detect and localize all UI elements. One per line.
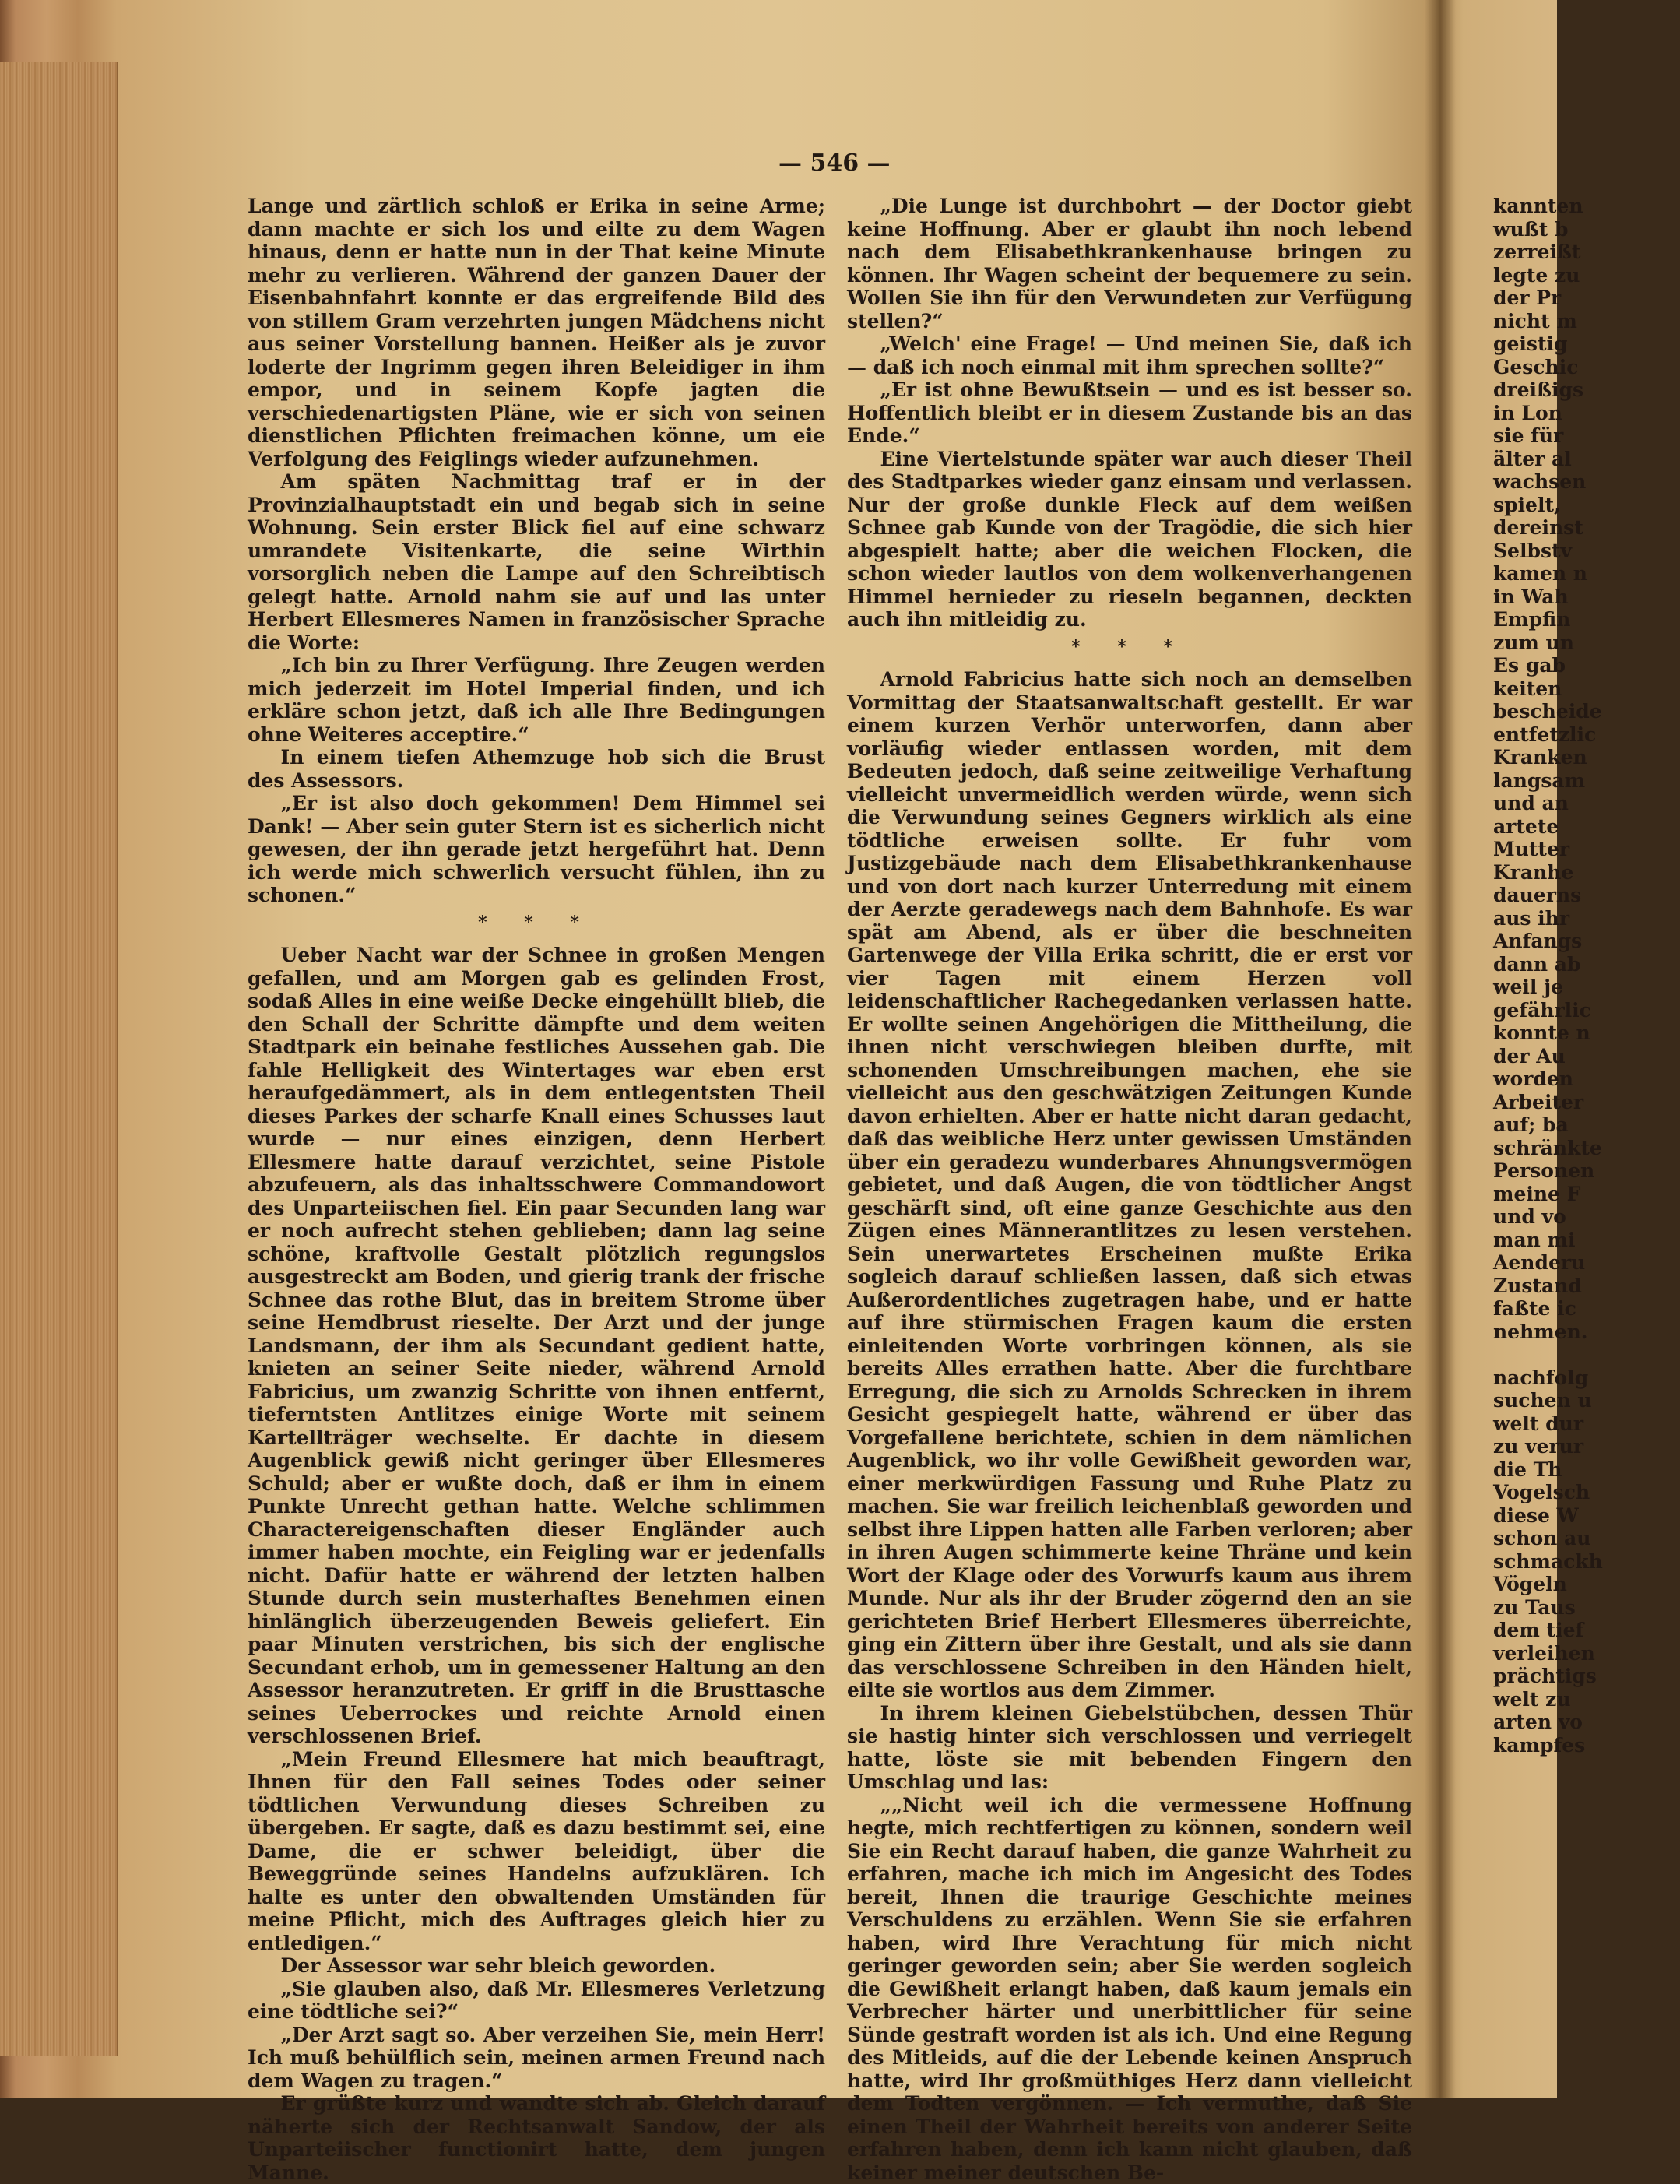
right-column-line	[1493, 1343, 1680, 1366]
right-column-line: kannten	[1493, 195, 1680, 218]
right-column-line: der Pr	[1493, 287, 1680, 310]
right-column-line: weil je	[1493, 976, 1680, 999]
right-column-line: Es gab	[1493, 654, 1680, 677]
paragraph: Lange und zärtlich schloß er Erika in seine Arme; dann machte er sich los und eilte zu dem Wagen hinaus, denn er hatte nun in der That keine Minute mehr zu verlieren. Während der ganzen Dauer der Eisenbahnfahrt konnte er das ergreifende Bild des von stillem Gram verzehrten jungen Mädchens nicht aus seiner Vorstellung bannen. Heißer als je zuvor loderte der Ingrimm gegen ihren Beleidiger in ihm empor, und in seinem Kopfe jagten die verschiedenartigsten Pläne, wie er sich von seinen dienstlichen Pflichten freimachen könne, um eie Verfolgung des Feiglings wieder aufzunehmen.	[248, 195, 825, 470]
right-column-line: nehmen.	[1493, 1321, 1680, 1344]
paragraph: „Die Lunge ist durchbohrt — der Doctor giebt keine Hoffnung. Aber er glaubt ihn noch lebend nach dem Elisabethkrankenhause bringen zu können. Ihr Wagen scheint der bequemere zu sein. Wollen Sie ihn für den Verwundeten zur Verfügung stellen?“	[847, 195, 1412, 332]
left-text-column	[248, 195, 825, 2184]
right-column-line: aus ihr	[1493, 907, 1680, 930]
right-column-line: faßte ic	[1493, 1297, 1680, 1321]
section-separator: * * *	[847, 636, 1412, 659]
right-column-line: dauerns	[1493, 884, 1680, 907]
right-column-line: nachfolg	[1493, 1366, 1680, 1390]
right-column-line: Personen	[1493, 1159, 1680, 1183]
page-edges-stack	[0, 62, 118, 2056]
right-column-line: zu Taus	[1493, 1596, 1680, 1620]
paragraph: „Ich bin zu Ihrer Verfügung. Ihre Zeugen werden mich jederzeit im Hotel Imperial finden, und ich erkläre schon jetzt, daß ich alle Ihre Bedingungen ohne Weiteres acceptire.“	[248, 654, 825, 746]
right-column-line: spielt,	[1493, 494, 1680, 517]
right-column-line: konnte n	[1493, 1022, 1680, 1045]
middle-text-column	[847, 195, 1412, 2184]
right-column-line: legte zu	[1493, 264, 1680, 287]
right-column-line: sie für	[1493, 424, 1680, 448]
right-column-line: zu verur	[1493, 1435, 1680, 1458]
right-column-line: und vo	[1493, 1205, 1680, 1229]
right-column-line: nicht m	[1493, 310, 1680, 333]
right-column-line: Mutter	[1493, 838, 1680, 861]
right-column-line: welt dur	[1493, 1412, 1680, 1436]
right-column-line: wußt b	[1493, 218, 1680, 241]
paragraph: Ueber Nacht war der Schnee in großen Mengen gefallen, und am Morgen gab es gelinden Frost, sodaß Alles in eine weiße Decke eingehüllt blieb, die den Schall der Schritte dämpfte und dem weiten Stadtpark ein beinahe festliches Aussehen gab. Die fahle Helligkeit des Wintertages war eben erst heraufgedämmert, als in dem entlegentsten Theil dieses Parkes der scharfe Knall eines Schusses laut wurde — nur eines einzigen, denn Herbert Ellesmere hatte darauf verzichtet, seine Pistole abzufeuern, als das inhaltsschwere Commandowort des Unparteiischen fiel. Ein paar Secunden lang war er noch aufrecht stehen geblieben; dann lag seine schöne, kraftvolle Gestalt plötzlich regungslos ausgestreckt am Boden, und gierig trank der frische Schnee das rothe Blut, das in breitem Strome über seine Hemdbrust rieselte. Der Arzt und der junge Landsmann, der ihm als Secundant gedient hatte, knieten an seiner Seite nieder, während Arnold Fabricius, um zwanzig Schritte von ihnen entfernt, tieferntsten Antlitzes einige Worte mit seinem Kartellträger wechselte. Er dachte in diesem Augenblick gewiß nicht geringer über Ellesmeres Schuld; aber er wußte doch, daß er ihm in einem Punkte Unrecht gethan hatte. Welche schlimmen Charactereigenschaften dieser Engländer auch immer haben mochte, ein Feigling war er jedenfalls nicht. Dafür hatte er während der letzten halben Stunde durch sein musterhaftes Benehmen einen hinlänglich überzeugenden Beweis geliefert. Ein paar Minuten verstrichen, bis sich der englische Secundant erhob, um in gemessener Haltung an den Assessor heranzutreten. Er griff in die Brusttasche seines Ueberrockes und reichte Arnold einen verschlossenen Brief.	[248, 944, 825, 1748]
right-column-line: in Lon	[1493, 402, 1680, 425]
right-column-line: diese W	[1493, 1504, 1680, 1528]
right-column-line: langsam	[1493, 769, 1680, 793]
right-column-line: dem tief	[1493, 1619, 1680, 1642]
page-number: — 546 —	[778, 149, 891, 177]
paragraph: Der Assessor war sehr bleich geworden.	[248, 1954, 825, 1978]
paragraph: „Sie glauben also, daß Mr. Ellesmeres Verletzung eine tödtliche sei?“	[248, 1978, 825, 2024]
right-column-line: Geschic	[1493, 356, 1680, 379]
right-column-line: keiten	[1493, 677, 1680, 701]
right-column-line: älter al	[1493, 448, 1680, 471]
right-column-line: Aenderu	[1493, 1251, 1680, 1275]
right-column-line: worden	[1493, 1067, 1680, 1091]
right-column-line: die Th	[1493, 1458, 1680, 1482]
right-column-line: Kranhe	[1493, 861, 1680, 885]
right-column-line: schon au	[1493, 1527, 1680, 1550]
right-text-column-fragment	[1493, 195, 1680, 1757]
paragraph: Am späten Nachmittag traf er in der Provinzialhauptstadt ein und begab sich in seine Wohnung. Sein erster Blick fiel auf eine schwarz umrandete Visitenkarte, die seine Wirthin vorsorglich neben die Lampe auf den Schreibtisch gelegt hatte. Arnold nahm sie auf und las unter Herbert Ellesmeres Namen in französischer Sprache die Worte:	[248, 470, 825, 654]
right-column-line: prächtigs	[1493, 1665, 1680, 1688]
right-column-line: dann ab	[1493, 953, 1680, 976]
right-column-line: dereinst	[1493, 516, 1680, 540]
paragraph: „Er ist ohne Bewußtsein — und es ist besser so. Hoffentlich bleibt er in diesem Zustande bis an das Ende.“	[847, 378, 1412, 448]
right-column-line: arten vo	[1493, 1711, 1680, 1734]
paragraph: Arnold Fabricius hatte sich noch an demselben Vormittag der Staatsanwaltschaft gestellt. Er war einem kurzen Verhör unterworfen, dann aber vorläufig wieder entlassen worden, mit dem Bedeuten jedoch, daß seine zeitweilige Verhaftung vielleicht unvermeidlich werden würde, wenn sich die Verwundung seines Gegners wirklich als eine tödtliche erweisen sollte. Er fuhr vom Justizgebäude nach dem Elisabethkrankenhause und von dort nach kurzer Unterredung mit einem der Aerzte geradewegs nach dem Bahnhofe. Es war spät am Abend, als er über die beschneiten Gartenwege der Villa Erika schritt, die er erst vor vier Tagen mit einem Herzen voll leidenschaftlicher Rachegedanken verlassen hatte. Er wollte seinen Angehörigen die Mittheilung, die ihnen nicht verschwiegen bleiben durfte, mit schonenden Umschreibungen machen, ehe sie vielleicht aus den geschwätzigen Zeitungen Kunde davon erhielten. Aber er hatte nicht daran gedacht, daß das weibliche Herz unter gewissen Umständen über ein geradezu wunderbares Ahnungsvermögen gebietet, und daß Augen, die von tödtlicher Angst geschärft sind, oft eine ganze Geschichte aus den Zügen eines Männerantlitzes zu lesen verstehen. Sein unerwartetes Erscheinen mußte Erika sogleich darauf schließen lassen, daß sich etwas Außerordentliches zugetragen habe, und er hatte auf ihre stürmischen Fragen kaum die ersten einleitenden Worte vorbringen können, als sie bereits Alles errathen hatte. Aber die furchtbare Erregung, die sich zu Arnolds Schrecken in ihrem Gesicht gespiegelt hatte, während er über das Vorgefallene berichtete, schien in dem nämlichen Augenblick, wo ihr volle Gewißheit geworden war, einer merkwürdigen Fassung und Ruhe Platz zu machen. Sie war freilich leichenblaß geworden und selbst ihre Lippen hatten alle Farben verloren; aber in ihren Augen schimmerte keine Thräne und kein Wort der Klage oder des Vorwurfs kaum aus ihrem Munde. Nur als ihr der Bruder zögernd den an sie gerichteten Brief Herbert Ellesmeres überreichte, ging ein Zittern über ihre Gestalt, und als sie dann das verschlossene Schreiben in den Händen hielt, eilte sie wortlos aus dem Zimmer.	[847, 668, 1412, 1702]
right-column-line: schmackh	[1493, 1550, 1680, 1574]
book-gutter	[1425, 0, 1456, 2098]
right-column-line: welt zu	[1493, 1688, 1680, 1711]
right-column-line: Anfangs	[1493, 930, 1680, 953]
section-separator: * * *	[248, 912, 825, 935]
right-column-line: in Wah	[1493, 586, 1680, 609]
right-column-line: Empfin	[1493, 608, 1680, 631]
right-column-line: Vogelsch	[1493, 1481, 1680, 1504]
right-column-line: kamen n	[1493, 562, 1680, 586]
paragraph: In einem tiefen Athemzuge hob sich die Brust des Assessors.	[248, 746, 825, 792]
right-column-line: Vögeln	[1493, 1573, 1680, 1596]
right-column-line: der Au	[1493, 1045, 1680, 1068]
paragraph: „Der Arzt sagt so. Aber verzeihen Sie, mein Herr! Ich muß behülflich sein, meinen armen Freund nach dem Wagen zu tragen.“	[248, 2024, 825, 2093]
right-column-line: entfetzlic	[1493, 723, 1680, 747]
right-column-line: Zustand	[1493, 1275, 1680, 1298]
right-column-line: Kranken	[1493, 746, 1680, 769]
paragraph: „Mein Freund Ellesmere hat mich beauftragt, Ihnen für den Fall seines Todes oder seiner tödtlichen Verwundung dieses Schreiben zu übergeben. Er sagte, daß es dazu bestimmt sei, eine Dame, die er schwer beleidigt, über die Beweggründe seines Handelns aufzuklären. Ich halte es unter den obwaltenden Umständen für meine Pflicht, mich des Auftrages gleich hier zu entledigen.“	[248, 1748, 825, 1955]
right-column-line: zerreißt	[1493, 241, 1680, 264]
right-page-clip	[1493, 195, 1557, 2079]
right-column-line: man mi	[1493, 1229, 1680, 1252]
right-column-line: artete	[1493, 815, 1680, 839]
right-column-line: und an	[1493, 792, 1680, 815]
right-column-line: bescheide	[1493, 700, 1680, 723]
paragraph: „„Nicht weil ich die vermessene Hoffnung hegte, mich rechtfertigen zu können, sondern weil Sie ein Recht darauf haben, die ganze Wahrheit zu erfahren, mache ich mich im Angesicht des Todes bereit, Ihnen die traurige Geschichte meines Verschuldens zu erzählen. Wenn Sie sie erfahren haben, wird Ihre Verachtung für mich nicht geringer geworden sein; aber Sie werden sogleich die Gewißheit erlangt haben, daß kaum jemals ein Verbrecher härter und unerbittlicher für seine Sünde gestraft worden ist als ich. Und eine Regung des Mitleids, auf die der Lebende keinen Anspruch hatte, wird Ihr großmüthiges Herz dann vielleicht dem Todten vergönnen. — Ich vermuthe, daß Sie einen Theil der Wahrheit bereits von anderer Seite erfahren haben, denn ich kann nicht glauben, daß keiner meiner deutschen Be-	[847, 1794, 1412, 2184]
right-column-line: zum un	[1493, 631, 1680, 655]
right-column-line: wachsen	[1493, 470, 1680, 494]
right-column-line: gefährlic	[1493, 999, 1680, 1022]
right-column-line: meine F	[1493, 1183, 1680, 1206]
paragraph: Eine Viertelstunde später war auch dieser Theil des Stadtparkes wieder ganz einsam und verlassen. Nur der große dunkle Fleck auf dem weißen Schnee gab Kunde von der Tragödie, die sich hier abgespielt hatte; aber die weichen Flocken, die schon wieder lautlos von dem wolkenverhangenen Himmel hernieder zu rieseln begannen, deckten auch ihn mitleidig zu.	[847, 448, 1412, 631]
right-column-line: Arbeiter	[1493, 1091, 1680, 1114]
right-column-line: kampfes	[1493, 1734, 1680, 1757]
right-column-line: schränkte	[1493, 1137, 1680, 1160]
paragraph: „Welch' eine Frage! — Und meinen Sie, daß ich — daß ich noch einmal mit ihm sprechen sollte?“	[847, 332, 1412, 378]
right-column-line: geistig	[1493, 332, 1680, 356]
paragraph: Er grüßte kurz und wandte sich ab. Gleich darauf näherte sich der Rechtsanwalt Sandow, der als Unparteiischer functionirt hatte, dem jungen Manne.	[248, 2092, 825, 2184]
right-column-line: verleihen	[1493, 1642, 1680, 1665]
right-column-line: Selbstv	[1493, 540, 1680, 563]
right-column-line: auf; ba	[1493, 1113, 1680, 1137]
paragraph: In ihrem kleinen Giebelstübchen, dessen Thür sie hastig hinter sich verschlossen und verriegelt hatte, löste sie mit bebenden Fingern den Umschlag und las:	[847, 1702, 1412, 1794]
paragraph: „Er ist also doch gekommen! Dem Himmel sei Dank! — Aber sein guter Stern ist es sicherlich nicht gewesen, der ihn gerade jetzt hergeführt hat. Denn ich werde mich schwerlich versucht fühlen, ihn zu schonen.“	[248, 792, 825, 907]
right-column-line: dreißigs	[1493, 378, 1680, 402]
right-column-line: suchen u	[1493, 1389, 1680, 1412]
